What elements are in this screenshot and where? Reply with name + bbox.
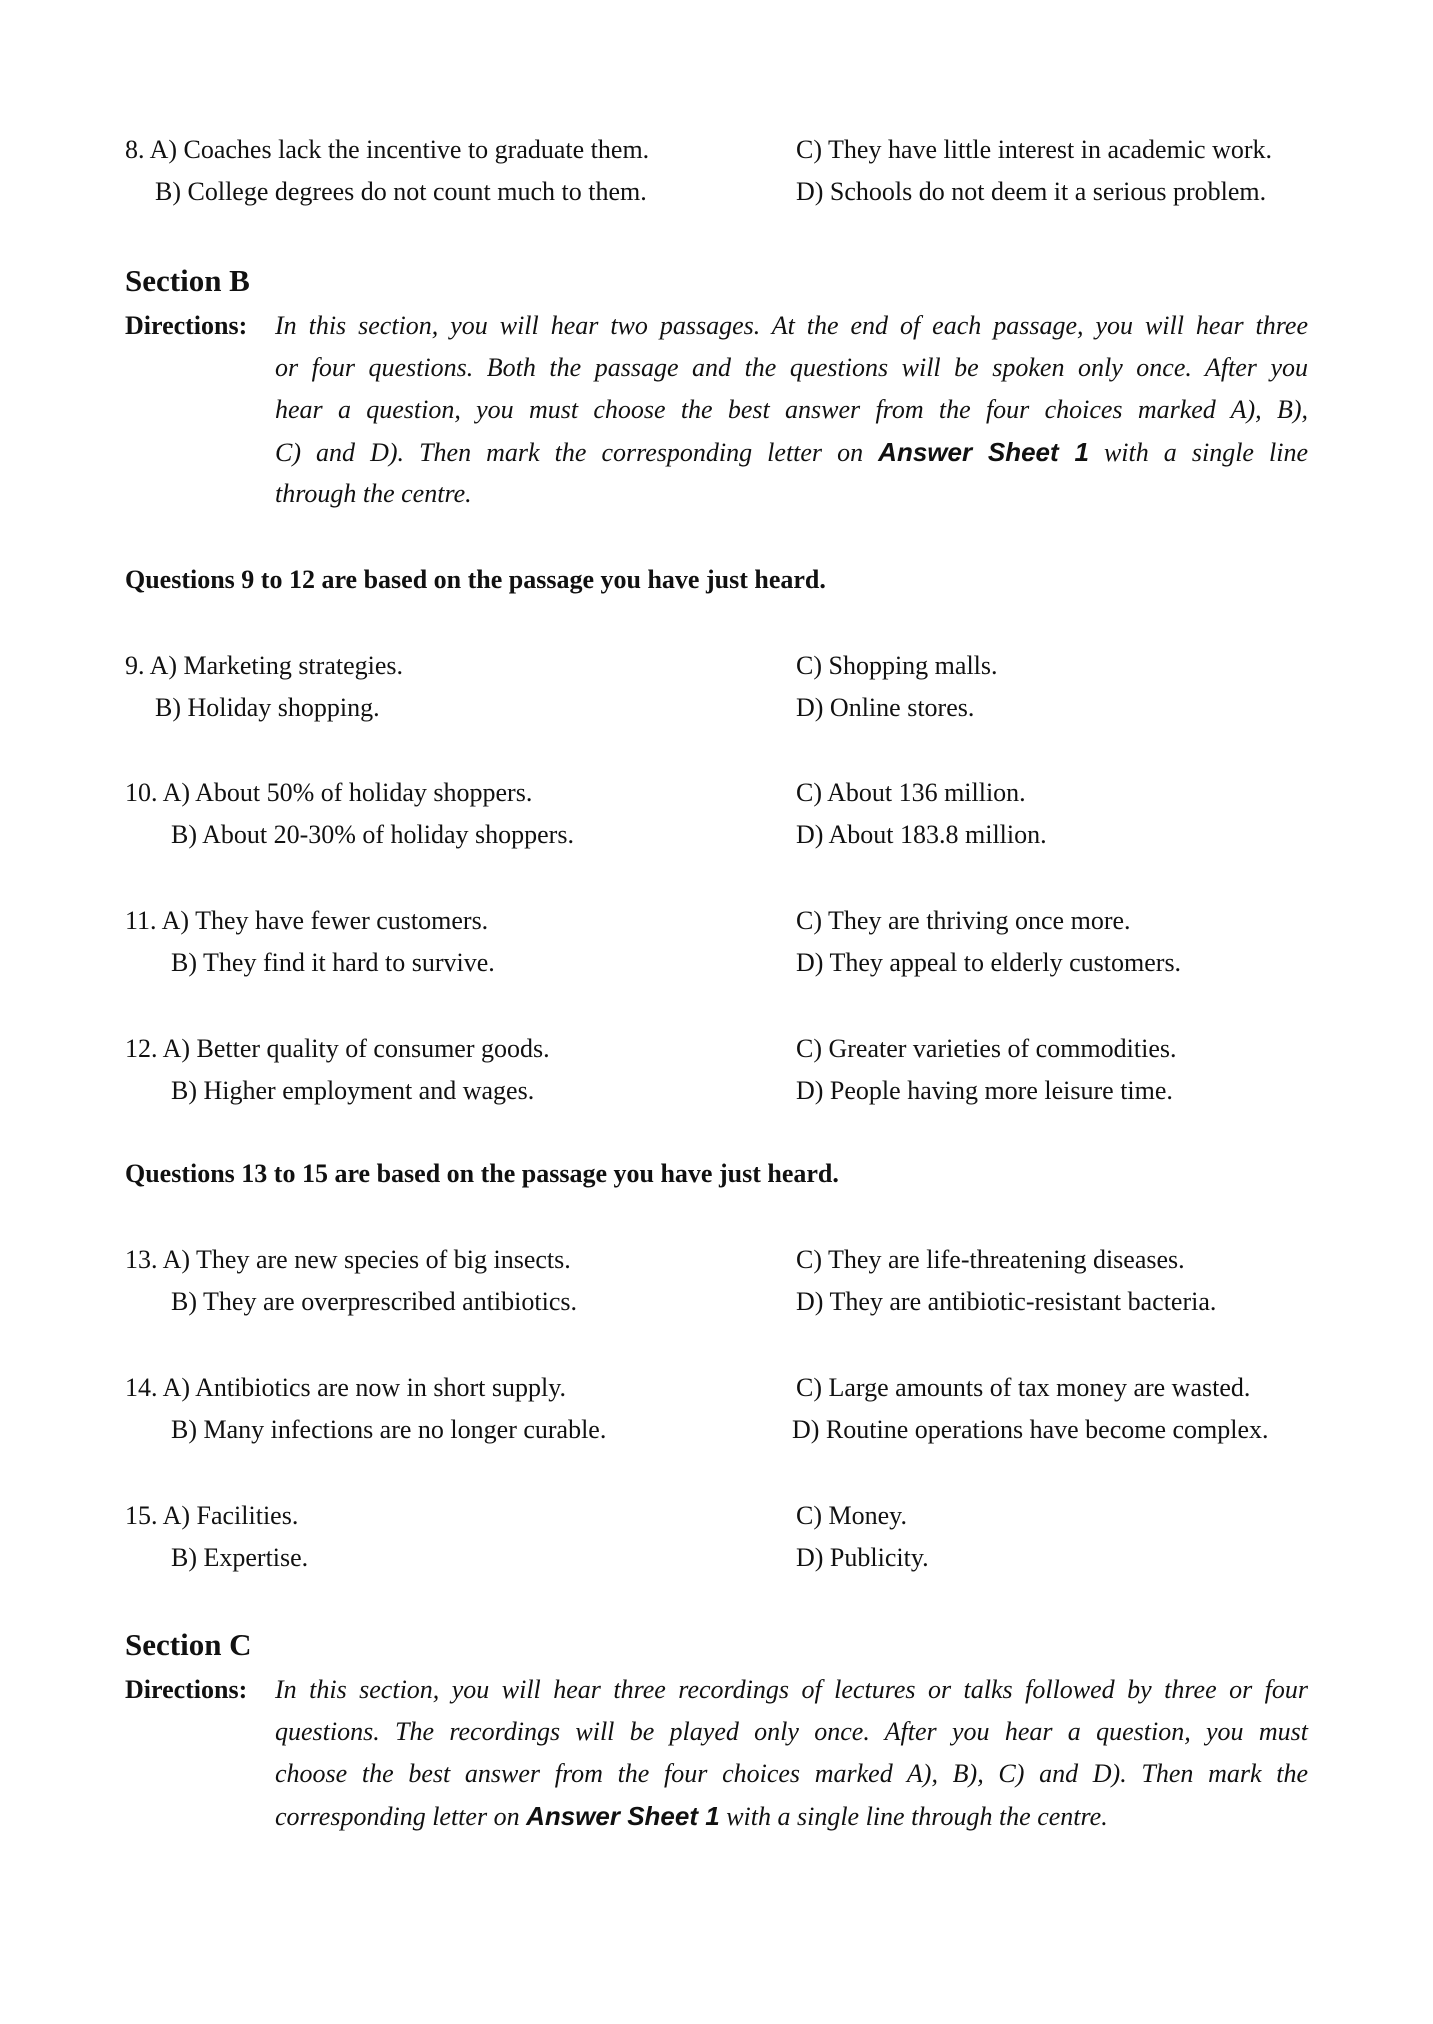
directions-text: with a single line (1103, 438, 1309, 467)
section-c-directions-line-1: In this section, you will hear three recordings of lectures or talks followed by three or four (275, 1675, 1308, 1704)
option-a-text: A) Coaches lack the incentive to graduate them. (149, 135, 650, 164)
question-9-option-b: B) Holiday shopping. (155, 693, 380, 722)
section-c-directions-label: Directions: (125, 1675, 248, 1704)
question-number: 9. (125, 651, 145, 680)
question-15-option-d: D) Publicity. (796, 1543, 929, 1572)
answer-sheet-ref: Answer Sheet 1 (526, 1801, 720, 1831)
question-11-option-c: C) They are thriving once more. (796, 906, 1131, 935)
section-c-directions-line-3: choose the best answer from the four choices marked A), B), C) and D). Then mark the (275, 1759, 1308, 1788)
section-b-directions-line-3: hear a question, you must choose the best answer from the four choices marked A), B), (275, 395, 1308, 424)
question-14-option-b: B) Many infections are no longer curable. (171, 1415, 607, 1444)
question-number: 11. (125, 906, 157, 935)
question-number: 8. (125, 135, 145, 164)
section-c-directions-line-4 (275, 1800, 1108, 1834)
question-12-option-a (125, 1033, 550, 1066)
question-9-option-c: C) Shopping malls. (796, 651, 998, 680)
questions-13-15-heading: Questions 13 to 15 are based on the passage you have just heard. (125, 1159, 839, 1188)
section-c-directions-line-2: questions. The recordings will be played only once. After you hear a question, you must (275, 1717, 1308, 1746)
question-10-option-d: D) About 183.8 million. (796, 820, 1047, 849)
option-a-text: A) Facilities. (162, 1501, 299, 1530)
option-a-text: A) Better quality of consumer goods. (162, 1034, 550, 1063)
question-number: 10. (125, 778, 158, 807)
question-10-option-c: C) About 136 million. (796, 778, 1026, 807)
question-9-option-a (125, 650, 403, 683)
directions-text: C) and D). Then mark the corresponding letter on (275, 438, 864, 467)
questions-9-12-heading: Questions 9 to 12 are based on the passage you have just heard. (125, 565, 826, 594)
question-11-option-b: B) They find it hard to survive. (171, 948, 495, 977)
option-a-text: A) Antibiotics are now in short supply. (162, 1373, 567, 1402)
question-8-option-d: D) Schools do not deem it a serious problem. (796, 177, 1267, 206)
question-number: 15. (125, 1501, 158, 1530)
question-10-option-a (125, 777, 532, 810)
question-13-option-c: C) They are life-threatening diseases. (796, 1245, 1185, 1274)
section-b-directions-line-1: In this section, you will hear two passages. At the end of each passage, you will hear three (275, 311, 1308, 340)
directions-text: corresponding letter on (275, 1802, 520, 1831)
question-9-option-d: D) Online stores. (796, 693, 975, 722)
question-8-option-b: B) College degrees do not count much to them. (155, 177, 647, 206)
section-b-directions-line-2: or four questions. Both the passage and the questions will be spoken only once. After you (275, 353, 1308, 382)
question-12-option-b: B) Higher employment and wages. (171, 1076, 535, 1105)
question-15-option-c: C) Money. (796, 1501, 907, 1530)
option-a-text: A) They are new species of big insects. (162, 1245, 571, 1274)
section-c-title: Section C (125, 1627, 252, 1662)
question-number: 13. (125, 1245, 158, 1274)
question-12-option-d: D) People having more leisure time. (796, 1076, 1173, 1105)
question-14-option-a (125, 1372, 566, 1405)
question-13-option-b: B) They are overprescribed antibiotics. (171, 1287, 577, 1316)
section-b-directions-line-5: through the centre. (275, 479, 472, 508)
section-b-directions-label: Directions: (125, 311, 248, 340)
option-a-text: A) About 50% of holiday shoppers. (162, 778, 533, 807)
question-13-option-a (125, 1244, 571, 1277)
section-b-directions-line-4 (275, 436, 1308, 470)
question-15-option-b: B) Expertise. (171, 1543, 309, 1572)
option-a-text: A) Marketing strategies. (149, 651, 404, 680)
question-number: 14. (125, 1373, 158, 1402)
question-8-option-c: C) They have little interest in academic work. (796, 135, 1273, 164)
question-number: 12. (125, 1034, 158, 1063)
question-11-option-a (125, 905, 488, 938)
question-8-option-a (125, 134, 649, 167)
question-14-option-c: C) Large amounts of tax money are wasted. (796, 1373, 1251, 1402)
directions-text: with a single line through the centre. (726, 1802, 1108, 1831)
option-a-text: A) They have fewer customers. (161, 906, 489, 935)
question-15-option-a (125, 1500, 298, 1533)
question-11-option-d: D) They appeal to elderly customers. (796, 948, 1182, 977)
question-12-option-c: C) Greater varieties of commodities. (796, 1034, 1177, 1063)
answer-sheet-ref: Answer Sheet 1 (878, 437, 1089, 467)
question-13-option-d: D) They are antibiotic-resistant bacteria. (796, 1287, 1217, 1316)
question-14-option-d: D) Routine operations have become complex. (792, 1415, 1269, 1444)
question-10-option-b: B) About 20-30% of holiday shoppers. (171, 820, 574, 849)
section-b-title: Section B (125, 263, 250, 298)
